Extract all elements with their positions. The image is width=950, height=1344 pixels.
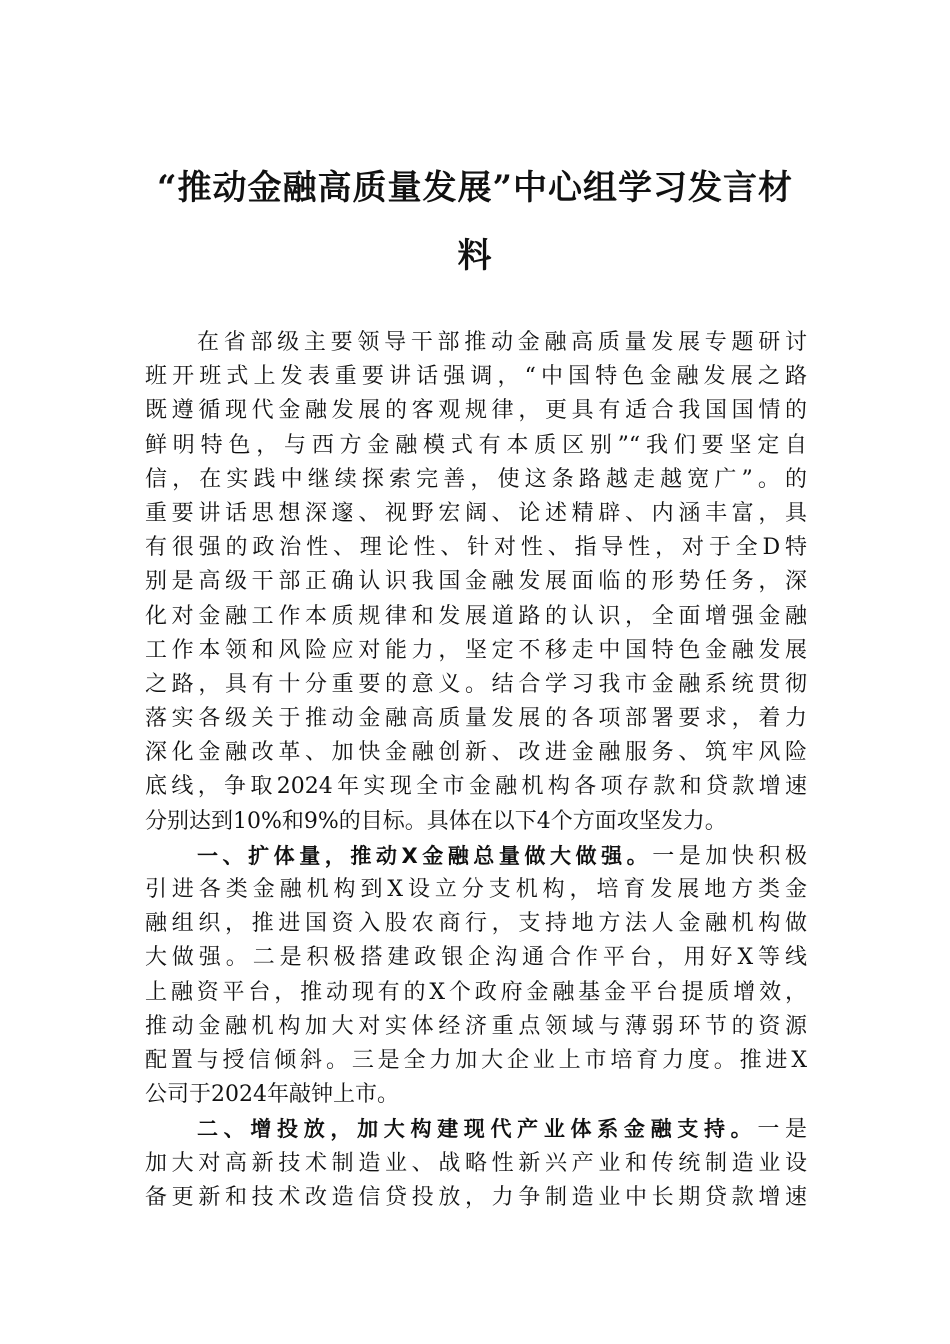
paragraph-line: 公司于2024年敲钟上市。 <box>145 1082 399 1108</box>
section-1-heading: 一、扩体量，推动X金融总量做大做强。 <box>197 843 653 868</box>
paragraph-line: 大做强。二是积极搭建政银企沟通合作平台，用好X等线 <box>145 945 807 971</box>
section-1-text: 一是加快积极 <box>652 843 807 869</box>
paragraph-line: 在省部级主要领导干部推动金融高质量发展专题研讨 <box>197 330 807 355</box>
paragraph-line: 推动金融机构加大对实体经济重点领域与薄弱环节的资源 <box>145 1013 807 1039</box>
paragraph-line: 分别达到10%和9%的目标。具体在以下4个方面攻坚发力。 <box>145 808 727 834</box>
paragraph-line: 配置与授信倾斜。三是全力加大企业上市培育力度。推进X <box>145 1047 807 1073</box>
paragraph-line: 之路，具有十分重要的意义。结合学习我市金融系统贯彻 <box>145 671 807 697</box>
section-1-first-line <box>145 839 807 873</box>
paragraph-line: 化对金融工作本质规律和发展道路的认识，全面增强金融 <box>145 603 807 629</box>
paragraph-line: 别是高级干部正确认识我国金融发展面临的形势任务，深 <box>145 569 807 595</box>
paragraph-line: 班开班式上发表重要讲话强调，“中国特色金融发展之路 <box>145 364 807 390</box>
paragraph-line: 深化金融改革、加快金融创新、改进金融服务、筑牢风险 <box>145 740 807 766</box>
paragraph-line: 备更新和技术改造信贷投放，力争制造业中长期贷款增速 <box>145 1184 807 1210</box>
paragraph-line: 鲜明特色，与西方金融模式有本质区别”“我们要坚定自 <box>145 432 807 458</box>
document-title-line-1: “推动金融高质量发展”中心组学习发言材 <box>156 168 794 208</box>
paragraph-line: 加大对高新技术制造业、战略性新兴产业和传统制造业设 <box>145 1150 807 1176</box>
paragraph-line: 落实各级关于推动金融高质量发展的各项部署要求，着力 <box>145 706 807 732</box>
paragraph-line: 融组织，推进国资入股农商行，支持地方法人金融机构做 <box>145 911 807 937</box>
section-2-heading: 二、增投放，加大构建现代产业体系金融支持。 <box>197 1117 758 1142</box>
paragraph-line: 工作本领和风险应对能力，坚定不移走中国特色金融发展 <box>145 637 807 663</box>
paragraph-line: 有很强的政治性、理论性、针对性、指导性，对于全D特 <box>145 535 807 561</box>
paragraph-line: 既遵循现代金融发展的客观规律，更具有适合我国国情的 <box>145 398 807 424</box>
document-title-line-2: 料 <box>457 236 493 276</box>
section-2-first-line <box>145 1112 807 1146</box>
document-body <box>145 326 807 1215</box>
paragraph-line: 上融资平台，推动现有的X个政府金融基金平台提质增效， <box>145 979 807 1005</box>
paragraph-line: 底线，争取2024年实现全市金融机构各项存款和贷款增速 <box>145 774 807 800</box>
paragraph-line: 信，在实践中继续探索完善，使这条路越走越宽广”。的 <box>145 466 807 492</box>
paragraph-line: 引进各类金融机构到X设立分支机构，培育发展地方类金 <box>145 877 807 902</box>
section-2-text: 一是 <box>757 1117 807 1143</box>
paragraph-line: 重要讲话思想深邃、视野宏阔、论述精辟、内涵丰富，具 <box>145 500 807 526</box>
